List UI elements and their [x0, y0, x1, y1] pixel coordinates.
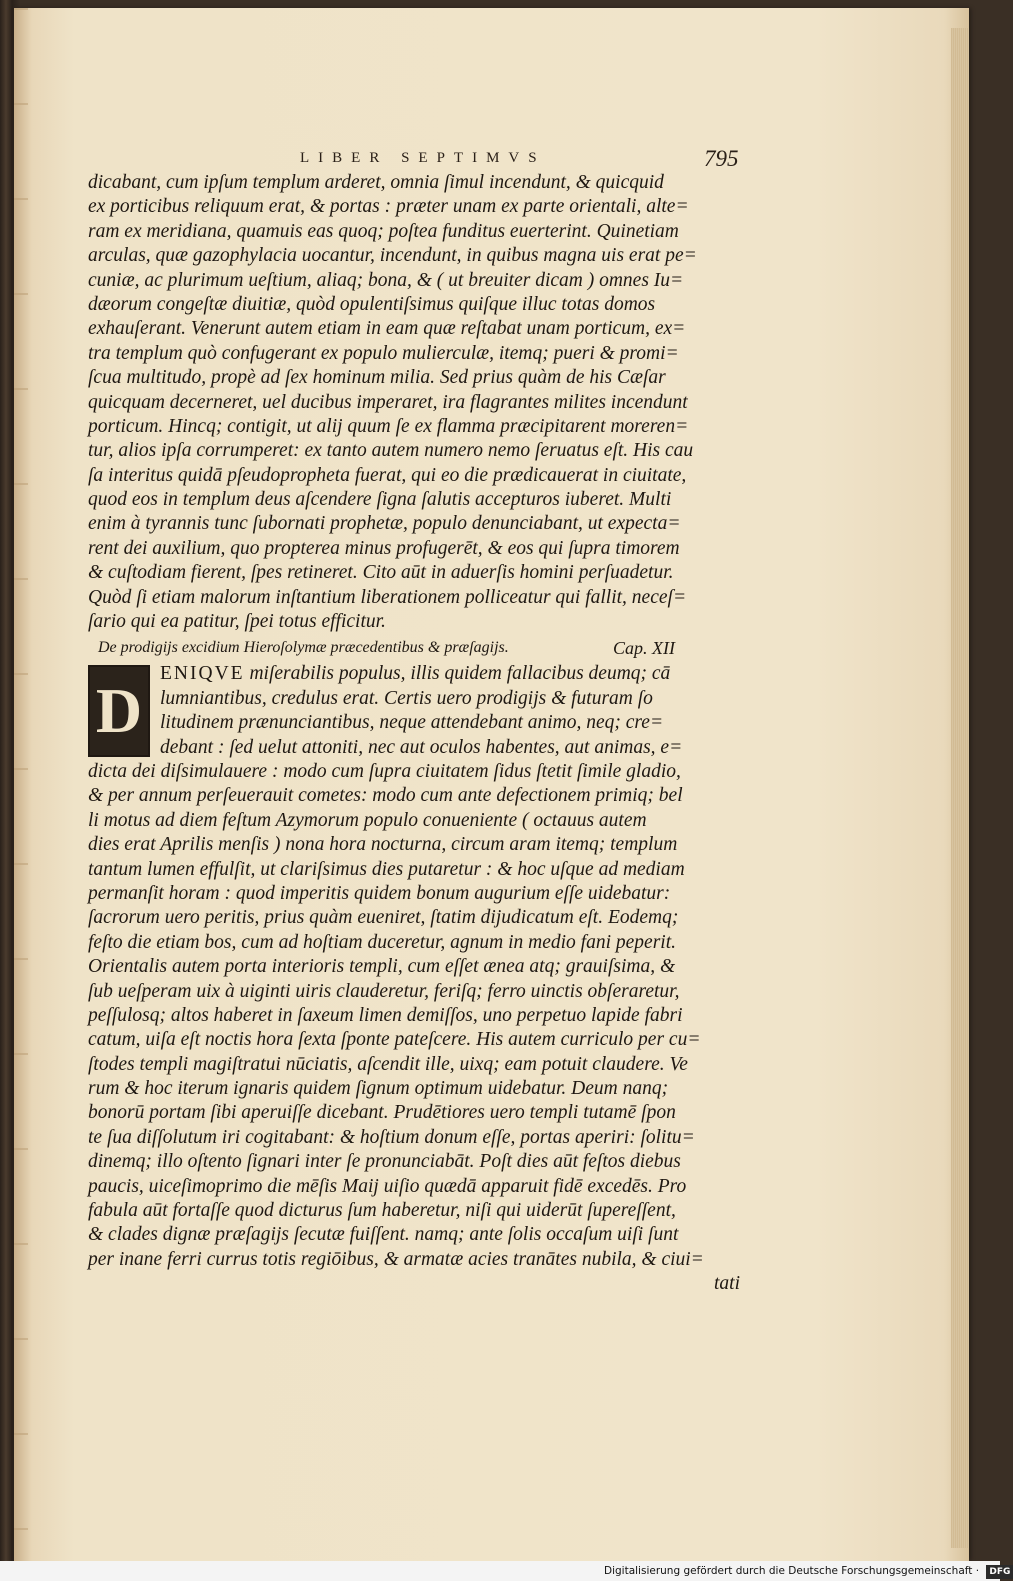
text-line: rum & hoc iterum ignaris quidem ſignum optimum uidebatur. Deum nanq; — [88, 1078, 669, 1100]
text-line: per inane ferri currus totis regiōibus, & armatæ acies tranātes nubila, & ciui= — [88, 1248, 704, 1270]
text-line: ſtodes templi magiſtratui nūciatis, aſcendit ille, uixq; eam potuit claudere. Ve — [88, 1053, 688, 1075]
text-line: ſa interitus quidā pſeudopropheta fuerat, qui eo die prædicauerat in ciuitate, — [88, 464, 687, 486]
text-line: feſto die etiam bos, cum ad hoſtiam duceretur, agnum in medio fani peperit. — [88, 931, 676, 953]
text-line: dinemq; illo oſtento ſignari inter ſe pronunciabāt. Poſt dies aūt feſtos diebus — [88, 1151, 681, 1173]
text-line: tur, alios ipſa corrumperet: ex tanto autem numero nemo ſeruatus eſt. His cau — [88, 440, 694, 462]
text-line: debant : ſed uelut attoniti, nec aut oculos habentes, aut animas, e= — [160, 736, 683, 758]
footer-strip — [0, 1561, 600, 1581]
text-line: & cuſtodiam fierent, ſpes retineret. Cito aūt in aduerſis homini perſuadetur. — [88, 562, 674, 584]
text-line: litudinem prænunciantibus, neque attendebant animo, neq; cre= — [160, 712, 664, 734]
text-line: ſcua multitudo, propè ad ſex hominum milia. Sed prius quàm de his Cæſar — [88, 367, 666, 389]
text-line: li motus ad diem feſtum Azymorum populo conueniente ( octauus autem — [88, 809, 647, 831]
text-line: dicabant, cum ipſum templum arderet, omnia ſimul incendunt, & quicquid — [88, 172, 664, 193]
catchword: tati — [713, 1273, 740, 1295]
text-line: cuniæ, ac plurimum ueſtium, aliaq; bona, & ( ut breuiter dicam ) omnes Iu= — [88, 269, 684, 291]
text-line: quod eos in templum deus aſcendere ſigna ſalutis accepturos iuberet. Multi — [88, 489, 672, 511]
text-line: rent dei auxilium, quo propterea minus profugerēt, & eos qui ſupra timorem — [88, 537, 680, 559]
dfg-logo: DFG — [986, 1565, 1013, 1579]
opening-small-caps: ENIQVE — [160, 663, 245, 685]
gutter — [14, 8, 28, 1561]
text-line: lumniantibus, credulus erat. Certis uero prodigijs & futuram ſo — [160, 687, 653, 709]
running-head: LIBER SEPTIMVS — [300, 150, 546, 166]
text-block — [88, 171, 798, 1297]
text-line: & per annum perſeuerauit cometes: modo cum ante defectionem primiq; bel — [88, 785, 683, 807]
fore-edge — [951, 28, 969, 1548]
text-span: miſerabilis populus, illis quidem fallacibus deumq; cā — [249, 663, 671, 685]
text-line — [88, 662, 798, 686]
paragraph-2 — [88, 662, 798, 1272]
text-line: bonorū portam ſibi aperuiſſe dicebant. Prudētiores uero templi tutamē ſpon — [88, 1102, 676, 1124]
text-line: porticum. Hincq; contigit, ut alij quum ſe ex flamma præcipitarent moreren= — [88, 415, 689, 437]
initial-letter: D — [95, 675, 143, 747]
text-line: dicta dei diſsimulauere : modo cum ſupra ciuitatem ſidus ſtetit ſimile gladio, — [88, 760, 681, 782]
text-line: tantum lumen effulſit, ut clariſsimus dies putaretur : & hoc uſque ad mediam — [88, 858, 685, 880]
paragraph-2-lines — [88, 760, 798, 1272]
paragraph-2-indented-lines — [88, 662, 798, 760]
text-line: Orientalis autem porta interioris templi, cum eſſet ænea atq; grauiſsima, & — [88, 956, 676, 978]
text-line: catum, uiſa eſt noctis hora ſexta ſponte pateſcere. His autem curriculo per cu= — [88, 1029, 701, 1051]
text-line: arculas, quæ gazophylacia uocantur, incendunt, in quibus magna uis erat pe= — [88, 245, 697, 267]
chapter-title: De prodigijs excidium Hieroſolymæ præcedentibus & præſagijs. — [98, 639, 509, 657]
text-line: Quòd ſi etiam malorum inſtantium liberationem polliceatur qui fallit, neceſ= — [88, 586, 687, 608]
text-line: paucis, uiceſimoprimo die mēſis Maij uiſio quædā apparuit fidē excedēs. Pro — [88, 1175, 687, 1197]
text-line: te ſua diſſolutum iri cogitabant: & hoſtium donum eſſe, portas aperiri: ſolitu= — [88, 1126, 695, 1148]
text-line: & clades dignæ præſagijs ſecutæ fuiſſent. namq; ante ſolis occaſum uiſi ſunt — [88, 1224, 679, 1246]
text-line: enim à tyrannis tunc ſubornati prophetæ, populo denunciabant, ut expecta= — [88, 513, 681, 535]
text-line: ram ex meridiana, quamuis eas quoq; poſtea funditus euerterint. Quinetiam — [88, 220, 679, 242]
text-line: permanſit horam : quod imperitis quidem bonum augurium eſſe uidebatur: — [88, 882, 671, 904]
text-line: tra templum quò confugerant ex populo mulierculæ, itemq; pueri & promi= — [88, 342, 679, 364]
text-line: ex porticibus reliquum erat, & portas : præter unam ex parte orientali, alte= — [88, 196, 689, 218]
chapter-number: Cap. XII — [613, 638, 675, 659]
text-line: ſacrorum uero peritis, prius quàm eueniret, ſtatim dijudicatum eſt. Eodemq; — [88, 907, 679, 929]
footer-credit: Digitalisierung gefördert durch die Deutsche Forschungsgemeinschaft · — [604, 1565, 980, 1577]
text-line: quicquam decerneret, uel ducibus imperaret, ira flagrantes milites incendunt — [88, 391, 688, 413]
text-line: ſario qui ea patitur, ſpei totus efficitur. — [88, 611, 386, 633]
text-line: dies erat Aprilis menſis ) nona hora nocturna, circum aram itemq; templum — [88, 834, 678, 856]
chapter-heading — [88, 634, 798, 662]
text-line: fabula aūt fortaſſe quod dicturus ſum haberetur, niſi qui uiderūt ſupereſſent, — [88, 1200, 676, 1222]
page-number: 795 — [704, 146, 739, 171]
decorated-initial — [88, 665, 150, 757]
text-line: peſſulosq; altos haberet in ſaxeum limen demiſſos, uno perpetuo lapide fabri — [88, 1004, 683, 1026]
footer-bar — [600, 1561, 1011, 1581]
text-line: exhauſerant. Venerunt autem etiam in eam quæ reſtabat unam porticum, ex= — [88, 318, 686, 340]
text-line: ſub ueſperam uix à uiginti uiris clauderetur, feriſq; ferro uinctis obſeraretur, — [88, 980, 680, 1002]
paragraph-1 — [88, 171, 798, 634]
text-line: dæorum congeſtæ diuitiæ, quòd opulentiſsimus quiſque illuc totas domos — [88, 293, 656, 315]
